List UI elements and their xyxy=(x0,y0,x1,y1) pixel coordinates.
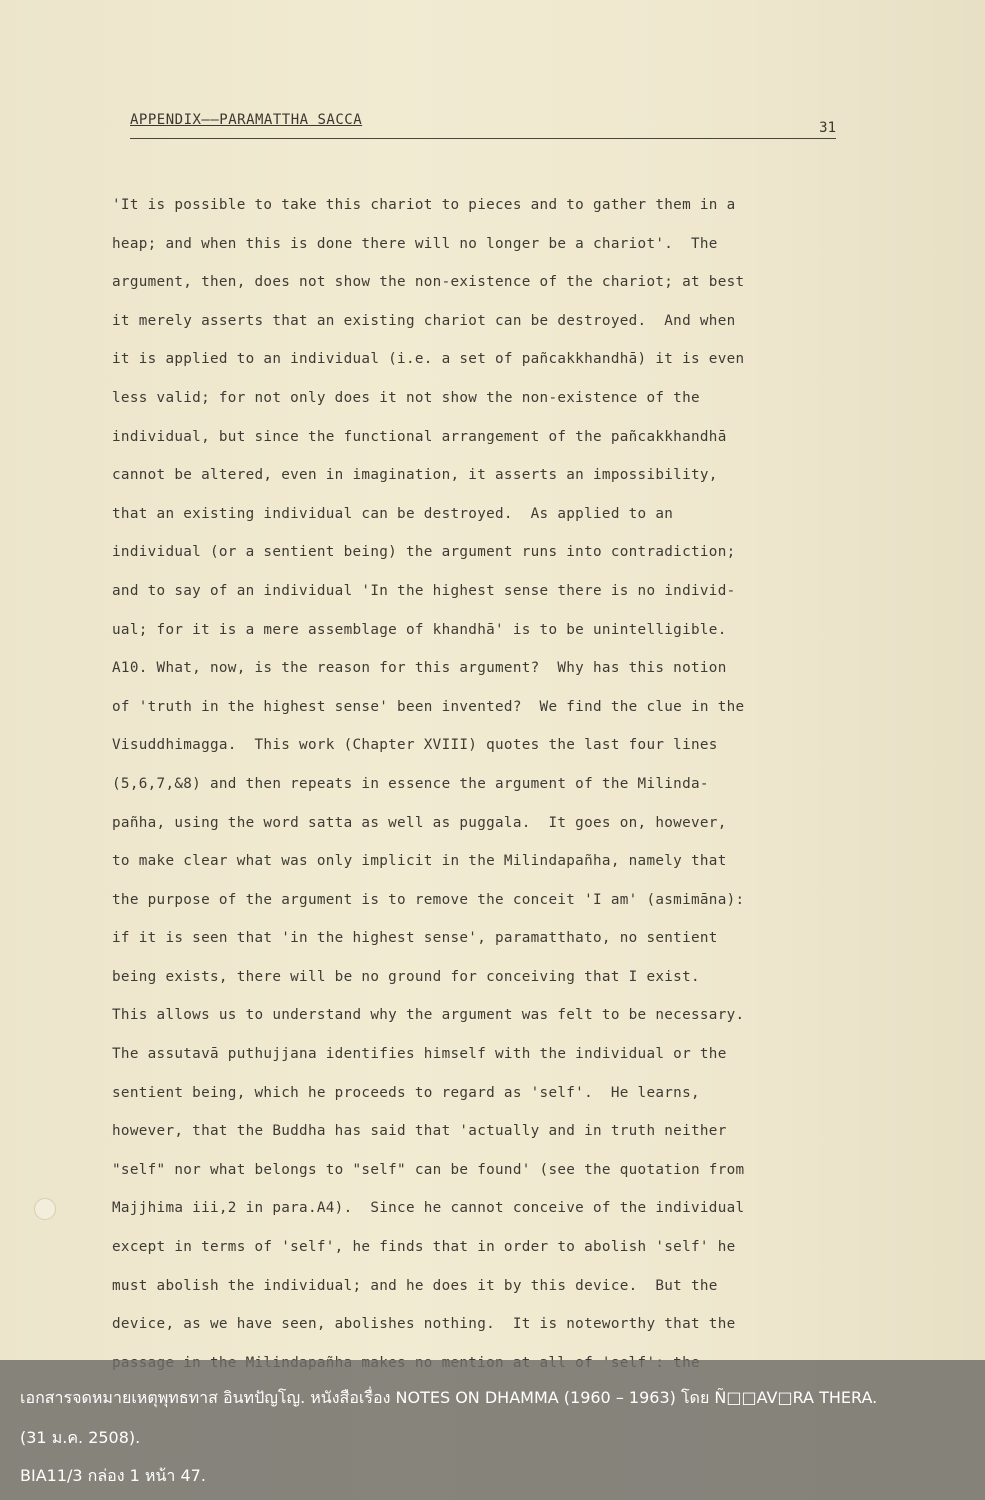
text-line: cannot be altered, even in imagination, it asserts an impossibility, xyxy=(112,467,718,484)
text-line: less valid; for not only does it not show the non-existence of the xyxy=(112,389,700,406)
text-line: ual; for it is a mere assemblage of khandhā' is to be unintelligible. xyxy=(112,621,727,638)
text-line: 'It is possible to take this chariot to pieces and to gather them in a xyxy=(112,197,736,213)
archive-caption xyxy=(0,1360,985,1500)
text-line: however, that the Buddha has said that 'actually and in truth neither xyxy=(112,1123,727,1140)
text-line: and to say of an individual 'In the highest sense there is no individ- xyxy=(112,582,736,599)
text-line: being exists, there will be no ground for conceiving that I exist. xyxy=(112,968,700,985)
caption-line-2: (31 ม.ค. 2508). xyxy=(20,1428,141,1447)
caption-line-3: BIA11/3 กล่อง 1 หน้า 47. xyxy=(20,1466,206,1485)
page-number: 31 xyxy=(819,120,836,136)
text-line: pañha, using the word satta as well as puggala. It goes on, however, xyxy=(112,814,727,831)
text-line: must abolish the individual; and he does it by this device. But the xyxy=(112,1277,718,1294)
text-line: sentient being, which he proceeds to regard as 'self'. He learns, xyxy=(112,1084,700,1101)
punch-hole xyxy=(34,1198,56,1220)
text-line: to make clear what was only implicit in the Milindapañha, namely that xyxy=(112,853,727,870)
text-line: of 'truth in the highest sense' been invented? We find the clue in the xyxy=(112,698,745,715)
text-line: argument, then, does not show the non-existence of the chariot; at best xyxy=(112,274,745,291)
text-line: it is applied to an individual (i.e. a set of pañcakkhandhā) it is even xyxy=(112,351,745,368)
caption-line-1: เอกสารจดหมายเหตุพุทธทาส อินทปัญโญ. หนังสือเรื่อง NOTES ON DHAMMA (1960 – 1963) โดย Ñ□□AV□RA THERA. xyxy=(20,1388,878,1407)
text-line: "self" nor what belongs to "self" can be found' (see the quotation from xyxy=(112,1161,745,1178)
text-line: except in terms of 'self', he finds that in order to abolish 'self' he xyxy=(112,1239,736,1256)
body-text xyxy=(112,186,847,1382)
text-line: the purpose of the argument is to remove the conceit 'I am' (asmimāna): xyxy=(112,891,745,908)
text-line: Majjhima iii,2 in para.A4). Since he cannot conceive of the individual xyxy=(112,1200,745,1217)
text-line: it merely asserts that an existing chariot can be destroyed. And when xyxy=(112,312,736,329)
text-line: The assutavā puthujjana identifies himself with the individual or the xyxy=(112,1046,727,1063)
text-line: A10. What, now, is the reason for this argument? Why has this notion xyxy=(112,660,727,677)
text-line: heap; and when this is done there will no longer be a chariot'. The xyxy=(112,235,718,252)
text-line: individual (or a sentient being) the argument runs into contradiction; xyxy=(112,544,736,561)
text-line: device, as we have seen, abolishes nothing. It is noteworthy that the xyxy=(112,1316,736,1333)
text-line: individual, but since the functional arrangement of the pañcakkhandhā xyxy=(112,428,727,445)
text-line: if it is seen that 'in the highest sense', paramatthato, no sentient xyxy=(112,930,718,947)
text-line: (5,6,7,&8) and then repeats in essence the argument of the Milinda- xyxy=(112,775,709,792)
text-line: This allows us to understand why the argument was felt to be necessary. xyxy=(112,1007,745,1024)
header-rule xyxy=(130,138,836,139)
text-line: that an existing individual can be destroyed. As applied to an xyxy=(112,505,674,522)
page-header xyxy=(130,112,836,136)
text-line: Visuddhimagga. This work (Chapter XVIII) quotes the last four lines xyxy=(112,737,718,754)
running-title: APPENDIX——PARAMATTHA SACCA xyxy=(130,112,363,128)
